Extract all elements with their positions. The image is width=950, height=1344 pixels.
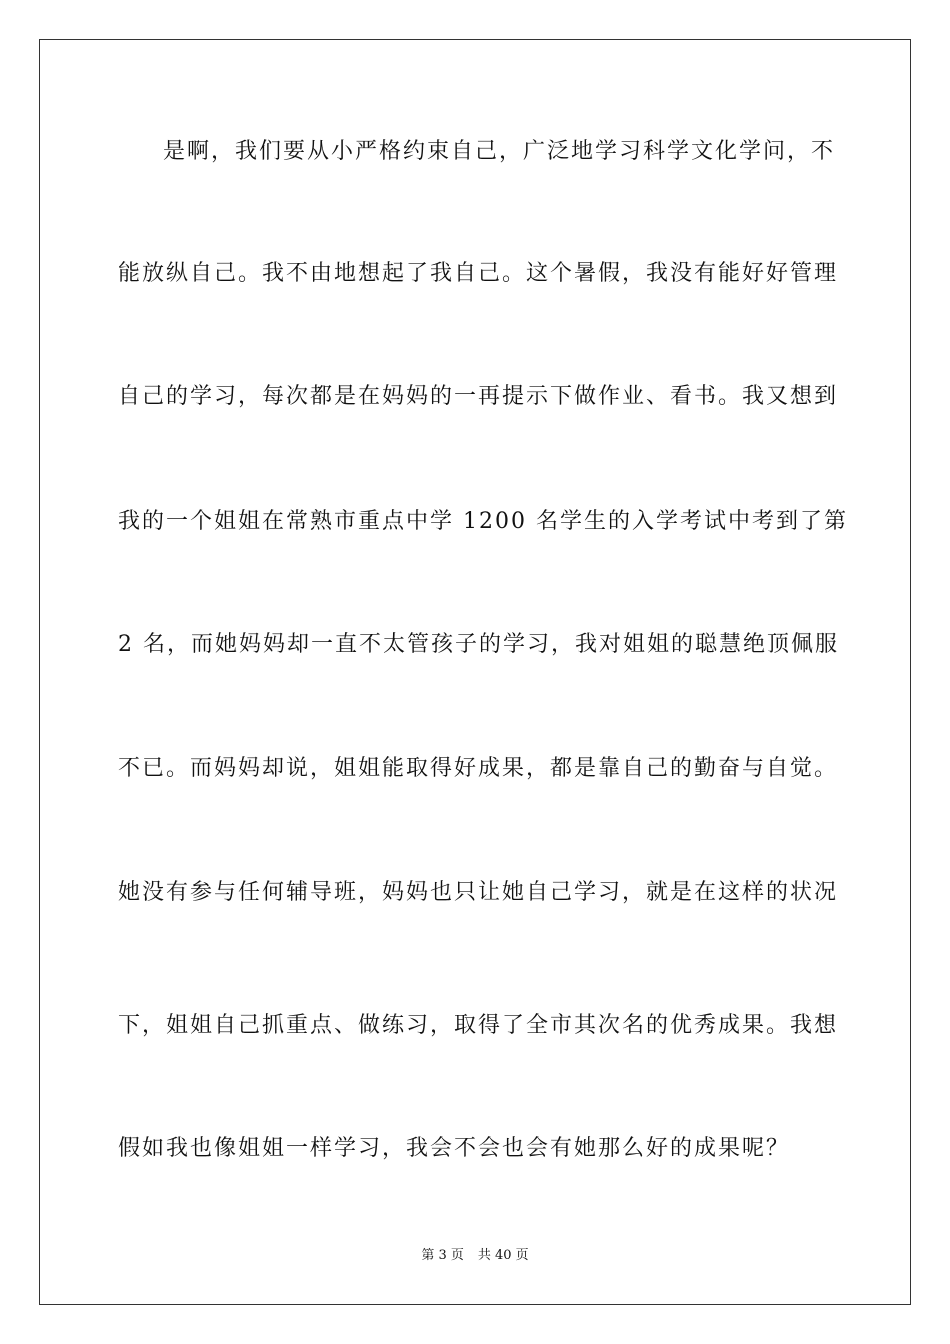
paragraph-line: 不已。而妈妈却说，姐姐能取得好成果，都是靠自己的勤奋与自觉。 xyxy=(118,756,839,781)
page-border xyxy=(39,39,911,1305)
paragraph-line: 2 名，而她妈妈却一直不太管孩子的学习，我对姐姐的聪慧绝顶佩服 xyxy=(118,632,839,657)
page-footer xyxy=(0,1247,950,1265)
paragraph-line: 是啊，我们要从小严格约束自己，广泛地学习科学文化学问，不 xyxy=(163,139,836,164)
paragraph-line: 假如我也像姐姐一样学习，我会不会也会有她那么好的成果呢？ xyxy=(118,1136,791,1161)
paragraph-line: 自己的学习，每次都是在妈妈的一再提示下做作业、看书。我又想到 xyxy=(118,384,839,409)
page-number: 第 3 页 xyxy=(421,1248,464,1263)
paragraph-line: 她没有参与任何辅导班，妈妈也只让她自己学习，就是在这样的状况 xyxy=(118,880,839,905)
page-total: 共 40 页 xyxy=(477,1248,529,1263)
paragraph-line: 我的一个姐姐在常熟市重点中学 1200 名学生的入学考试中考到了第 xyxy=(118,509,848,534)
paragraph-line: 下，姐姐自己抓重点、做练习，取得了全市其次名的优秀成果。我想 xyxy=(118,1013,839,1038)
paragraph-line: 能放纵自己。我不由地想起了我自己。这个暑假，我没有能好好管理 xyxy=(118,261,839,286)
